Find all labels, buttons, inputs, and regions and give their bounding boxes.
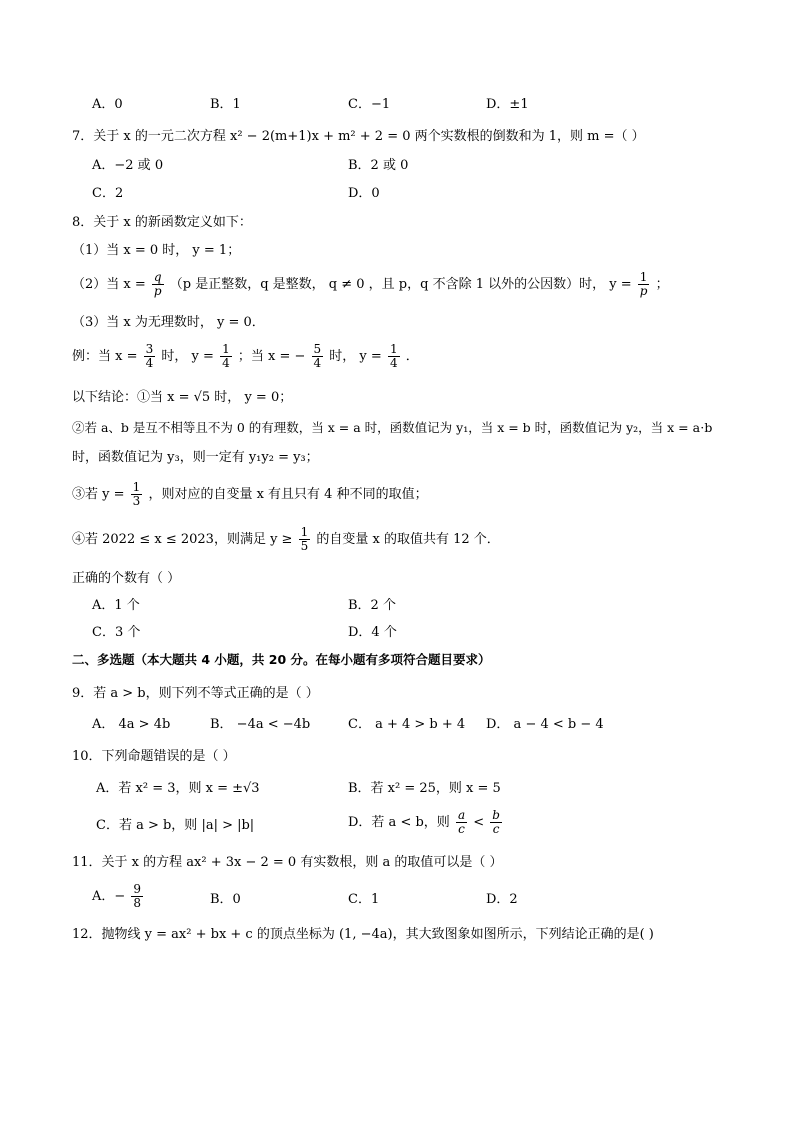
fraction-numerator: 1 [389,342,398,356]
q8-conclusion-3-suffix: ，则对应的自变量 x 有且只有 4 种不同的取值； [148,487,428,502]
q8-example-fraction-3-4 [144,343,156,370]
q9-option-c[interactable]: C． a + 4 > b + 4 [348,717,466,732]
q8-case-2-fraction-1-p [638,271,650,298]
q11-option-b[interactable]: B．0 [210,892,241,907]
q8-example-part-3: ；当 x = − [237,349,306,364]
q8-option-a[interactable]: A．1 个 [92,598,140,613]
q8-option-c[interactable]: C．3 个 [92,625,141,640]
q8-conclusion-2-line-2: 时，函数值记为 y₃，则一定有 y₁y₂ = y₃； [72,450,319,465]
q8-option-d[interactable]: D．4 个 [348,625,397,640]
fraction-denominator: 4 [389,356,398,370]
q8-conclusion-2-line-1: ②若 a、b 是互不相等且不为 0 的有理数，当 x = a 时，函数值记为 y₁，当 x = b 时，函数值记为 y₂，当 x = a⋅b [72,420,713,435]
q11-option-c[interactable]: C．1 [348,892,380,907]
fraction-numerator: 1 [132,480,141,494]
q8-example-part-5: ． [405,349,419,364]
q10-stem: 10．下列命题错误的是（ ） [72,749,236,764]
fraction-numerator: q [153,270,162,284]
q11-option-a-fraction [131,883,143,910]
q8-conclusion-4-fraction [299,526,311,553]
q8-stem: 8．关于 x 的新函数定义如下： [72,215,252,230]
fraction-numerator: b [492,808,500,822]
q7-option-d[interactable]: D．0 [348,186,380,201]
q11-stem: 11．关于 x 的方程 ax² + 3x − 2 = 0 有实数根，则 a 的取值可以是（ ） [72,855,503,870]
fraction-denominator: 8 [133,896,142,910]
q8-case-2 [72,270,754,300]
fraction-numerator: 3 [145,342,154,356]
q8-question: 正确的个数有（ ） [72,571,181,586]
q6-option-d[interactable]: D．±1 [486,97,529,112]
fraction-numerator: 1 [222,342,230,356]
q11-option-a[interactable] [92,882,145,912]
q8-example-fraction-5-4 [312,343,324,370]
fraction-numerator: 1 [638,271,650,285]
fraction-denominator: 4 [222,356,230,370]
q12-stem: 12．抛物线 y = ax² + bx + c 的顶点坐标为 (1, −4a)，其大致图象如图所示，下列结论正确的是( ) [72,927,654,942]
fraction-denominator: p [639,284,648,298]
q8-case-2-prefix: （2）当 x = [72,277,146,292]
q8-option-b[interactable]: B．2 个 [348,598,396,613]
fraction-numerator: a [457,808,466,822]
q6-option-a[interactable]: A．0 [92,97,123,112]
q9-option-b[interactable]: B． −4a < −4b [210,717,311,732]
q10-option-d-fraction-b-c [490,809,502,836]
q10-option-c[interactable]: C．若 a > b，则 |a| > |b| [96,818,255,833]
section-2-heading: 二、多选题（本大题共 4 小题，共 20 分。在每小题有多项符合题目要求） [72,652,491,667]
q8-example-part-1: 例：当 x = [72,349,138,364]
q8-case-2-fraction-q-p [152,271,164,298]
q8-conclusion-1: 以下结论：①当 x = √5 时， y = 0； [72,390,293,405]
q7-stem: 7．关于 x 的一元二次方程 x² − 2(m+1)x + m² + 2 = 0 两个实数根的倒数和为 1，则 m =（ ） [72,129,645,144]
q9-option-d[interactable]: D． a − 4 < b − 4 [486,717,604,732]
fraction-denominator: c [492,822,500,836]
q8-example-fraction-1-4-a [220,343,232,370]
q7-option-a[interactable]: A．−2 或 0 [92,158,164,173]
q8-example-fraction-1-4-b [388,343,400,370]
q10-option-d-fraction-a-c [456,809,467,836]
q8-conclusion-3 [72,480,754,510]
q8-case-2-middle: （p 是正整数，q 是整数， q ≠ 0 ，且 p，q 不含除 1 以外的公因数）时， y = [169,277,632,292]
q8-case-2-suffix: ； [655,277,669,292]
q10-option-d-less-than: < [473,815,485,830]
q7-option-c[interactable]: C．2 [92,186,124,201]
q8-conclusion-4 [72,525,754,555]
q8-example [72,342,754,372]
fraction-numerator: 5 [313,342,322,356]
q8-conclusion-4-suffix: 的自变量 x 的取值共有 12 个． [316,532,500,547]
fraction-denominator: p [153,284,162,298]
q8-conclusion-3-fraction [131,481,143,508]
q7-option-b[interactable]: B．2 或 0 [348,158,409,173]
fraction-numerator: 1 [300,525,309,539]
fraction-denominator: 3 [132,494,141,508]
fraction-denominator: 4 [313,356,322,370]
q6-option-b[interactable]: B．1 [210,97,241,112]
q10-option-b[interactable]: B．若 x² = 25，则 x = 5 [348,781,501,796]
q6-option-c[interactable]: C．−1 [348,97,391,112]
q8-example-part-4: 时， y = [329,349,382,364]
q10-option-d[interactable] [348,808,504,838]
q11-option-a-prefix: A．− [92,889,126,904]
fraction-denominator: 5 [300,539,309,553]
q8-case-1: （1）当 x = 0 时， y = 1； [72,243,241,258]
fraction-denominator: 4 [145,356,154,370]
q9-option-a[interactable]: A． 4a > 4b [92,717,171,732]
fraction-denominator: c [458,822,465,836]
q10-option-a[interactable]: A．若 x² = 3，则 x = ±√3 [96,781,260,796]
q10-option-d-prefix: D．若 a < b，则 [348,815,450,830]
q8-case-3: （3）当 x 为无理数时， y = 0． [72,315,265,330]
q8-conclusion-3-prefix: ③若 y = [72,487,125,502]
q9-stem: 9．若 a > b，则下列不等式正确的是（ ） [72,686,319,701]
q11-option-d[interactable]: D．2 [486,892,518,907]
q8-conclusion-4-prefix: ④若 2022 ≤ x ≤ 2023，则满足 y ≥ [72,532,293,547]
q8-example-part-2: 时， y = [161,349,214,364]
fraction-numerator: 9 [133,882,142,896]
